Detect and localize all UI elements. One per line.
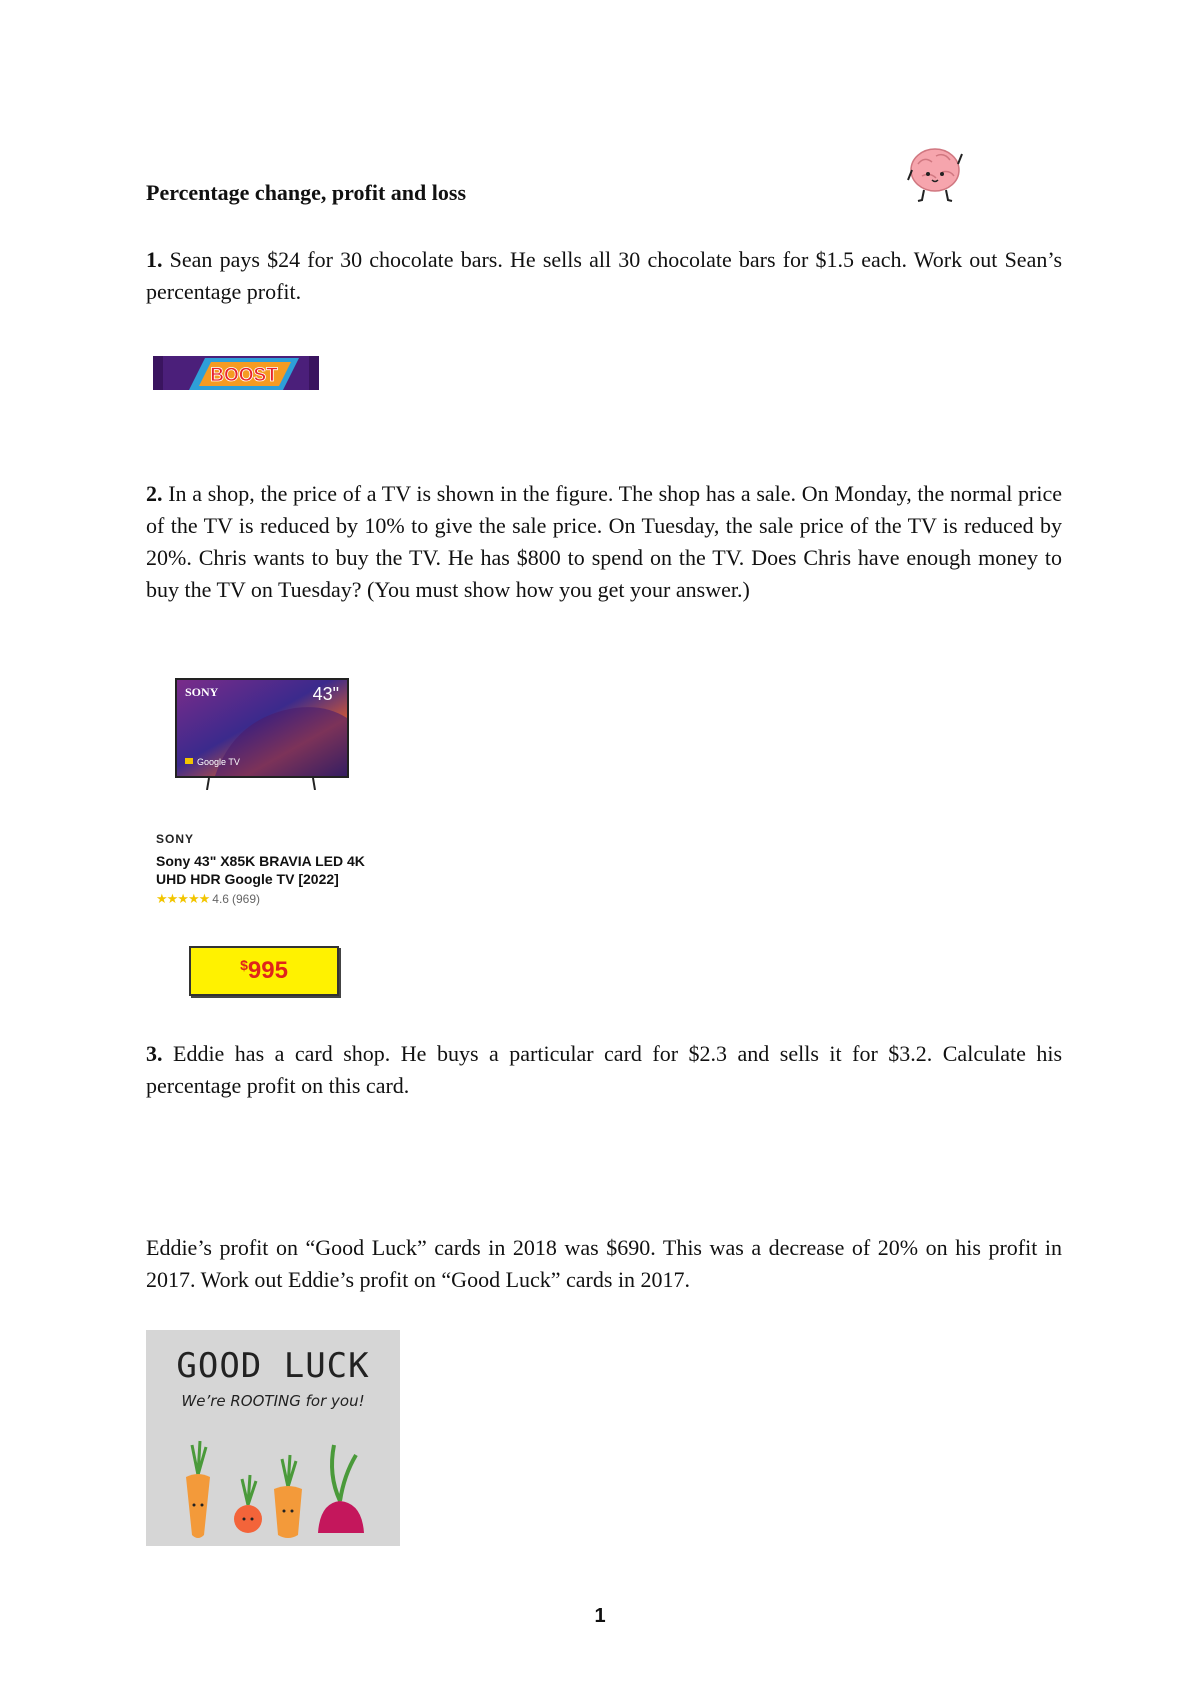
card-subtitle: We’re ROOTING for you! — [181, 1392, 365, 1410]
tv-screen-brand: SONY — [185, 685, 219, 699]
tv-rating-value: 4.6 — [212, 892, 229, 906]
tv-screen-os: Google TV — [197, 757, 240, 767]
brain-mascot-icon — [906, 144, 964, 204]
tv-price-value: 995 — [247, 957, 288, 984]
question-1-number: 1. — [146, 247, 163, 272]
question-1-text: Sean pays $24 for 30 chocolate bars. He sells all 30 chocolate bars for $1.5 each. Work out Sean’s percentage profit. — [146, 247, 1063, 304]
boost-bar-image — [153, 352, 319, 394]
tv-review-count: (969) — [231, 892, 260, 906]
tv-image — [175, 678, 349, 790]
question-3 — [146, 1038, 1062, 1102]
tv-product-name: Sony 43" X85K BRAVIA LED 4K UHD HDR Google TV [2022] — [156, 853, 365, 887]
question-2-number: 2. — [146, 481, 163, 506]
vegetables-icon — [168, 1435, 378, 1545]
tv-price-currency: $ — [240, 957, 248, 973]
worksheet-title: Percentage change, profit and loss — [146, 180, 466, 205]
tv-rating — [156, 891, 260, 907]
tv-price-tag — [189, 946, 339, 996]
question-2 — [146, 478, 1062, 606]
tv-brand-label: SONY — [156, 832, 195, 846]
question-3-text: Eddie has a card shop. He buys a particular card for $2.3 and sells it for $3.2. Calculate his percentage profit on this card. — [146, 1041, 1063, 1098]
boost-bar-label: BOOST — [210, 365, 278, 386]
question-1 — [146, 244, 1062, 308]
card-title: GOOD LUCK — [176, 1346, 370, 1386]
question-3-number: 3. — [146, 1041, 163, 1066]
question-2-text: In a shop, the price of a TV is shown in the figure. The shop has a sale. On Monday, the normal price of the TV is reduced by 10% to give the sale price. On Tuesday, the sale price of the TV is reduced by 20%. Chris wants to buy the TV. He has $800 to spend on the TV. Does Chris have enough money to buy the TV on Tuesday? (You must show how you get your answer.) — [146, 481, 1062, 602]
page-number: 1 — [594, 1605, 606, 1627]
star-rating-icon: ★★★★★ — [156, 891, 210, 906]
question-3-part-2: Eddie’s profit on “Good Luck” cards in 2018 was $690. This was a decrease of 20% on his profit in 2017. Work out Eddie’s profit on “Good Luck” cards in 2017. — [146, 1235, 1062, 1292]
good-luck-card-image — [146, 1330, 400, 1546]
tv-screen-size: 43" — [312, 684, 339, 704]
